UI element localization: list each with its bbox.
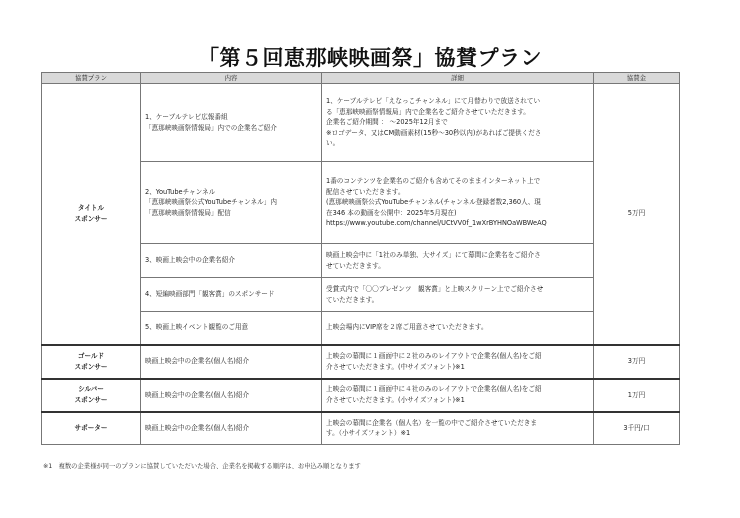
header-detail: 詳細 xyxy=(322,73,594,84)
header-fee: 協賛金 xyxy=(594,73,680,84)
detail-cell: 受賞式内で「〇〇プレゼンツ 観客賞」と上映スクリーン上でご紹介させ ていただきます。 xyxy=(322,278,594,312)
table-row xyxy=(42,345,680,379)
content-cell: 1、ケーブルテレビ広報番組 「恵那峡映画祭情報局」内での企業名ご紹介 xyxy=(141,84,322,162)
detail-cell: 上映会の幕間に企業名（個人名）を一覧の中でご紹介させていただきま す。（小サイズフォント）※1 xyxy=(322,412,594,445)
content-cell: 映画上映会中の企業名(個人名)紹介 xyxy=(141,345,322,379)
content-cell: 映画上映会中の企業名(個人名)紹介 xyxy=(141,379,322,412)
content-cell: 映画上映会中の企業名(個人名)紹介 xyxy=(141,412,322,445)
fee-gold: 3万円 xyxy=(594,345,680,379)
plan-title-sponsor: タイトル スポンサー xyxy=(42,84,141,345)
header-content: 内容 xyxy=(141,73,322,84)
table-row xyxy=(42,379,680,412)
fee-supporter: 3千円/口 xyxy=(594,412,680,445)
plan-silver: シルバー スポンサー xyxy=(42,379,141,412)
plan-supporter: サポーター xyxy=(42,412,141,445)
content-cell: 2、YouTubeチャンネル 「恵那峡映画祭公式YouTubeチャンネル」内 「恵那峡映画祭情報局」配信 xyxy=(141,162,322,244)
content-cell: 3、映画上映会中の企業名紹介 xyxy=(141,244,322,278)
detail-cell: 上映会の幕間に１画面中に２社のみのレイアウトで企業名(個人名)をご紹 介させていただきます。(中サイズフォント)※1 xyxy=(322,345,594,379)
detail-cell: 上映会の幕間に１画面中に４社のみのレイアウトで企業名(個人名)をご紹 介させていただきます。(小サイズフォント)※1 xyxy=(322,379,594,412)
content-cell: 4、短編映画部門「観客賞」のスポンサード xyxy=(141,278,322,312)
fee-title-sponsor: 5万円 xyxy=(594,84,680,345)
detail-cell: 1、ケーブルテレビ「えなっこチャンネル」にて月替わりで放送されてい る「恵那峡映画祭情報局」内で企業名をご紹介させていただきます。 企業名ご紹介期間 ： ～2025年12月まで ※ロゴデータ、又はCM動画素材(15秒～30秒以内)があればご提供くださ い。 xyxy=(322,84,594,162)
table-header-row xyxy=(42,73,680,84)
detail-cell: 映画上映会中に「1社のみ単独、大サイズ」にて幕間に企業名をご紹介さ せていただきます。 xyxy=(322,244,594,278)
table-row xyxy=(42,84,680,162)
header-plan: 協賛プラン xyxy=(42,73,141,84)
sponsor-plan-table xyxy=(41,72,680,445)
detail-cell: 上映会場内にVIP席を２席ご用意させていただきます。 xyxy=(322,312,594,345)
detail-cell: 1番のコンテンツを企業名のご紹介も含めてそのままインターネット上で 配信させていただきます。 (恵那峡映画祭公式YouTubeチャンネル(チャンネル登録者数2,360人、現 在346 本の動画を公開中：2025年5月現在) https://www.youtube.com/channel/UCtVV0f_1wXrBYHNOaWBWeAQ xyxy=(322,162,594,244)
plan-gold: ゴールド スポンサー xyxy=(42,345,141,379)
fee-silver: 1万円 xyxy=(594,379,680,412)
footnote: ※1 複数の企業様が同一のプランに協賛していただいた場合、企業名を掲載する順序は、お申込み順となります xyxy=(43,463,361,470)
content-cell: 5、映画上映イベント観覧のご用意 xyxy=(141,312,322,345)
table-row xyxy=(42,412,680,445)
page-title: 「第５回恵那峡映画祭」協賛プラン xyxy=(198,46,542,70)
